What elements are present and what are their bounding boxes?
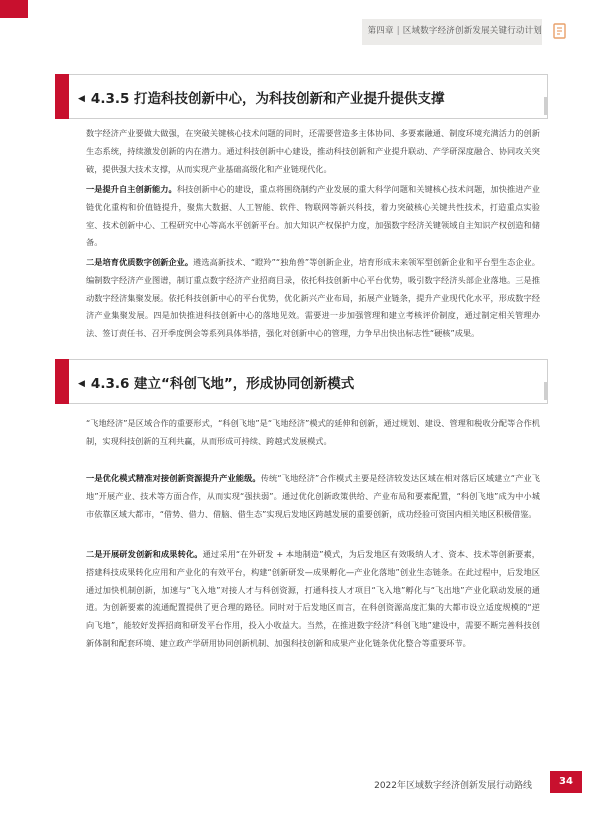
paragraph-lead: 一是优化模式精准对接创新资源提升产业能级。 <box>86 473 261 483</box>
paragraph-body: 遴选高新技术、“瞪羚”“独角兽”等创新企业，培育形成未来领军型创新企业和平台型生态企业。编制数字经济产业图谱，制订重点数字经济产业招商目录，依托科技创新中心平台优势，吸引数字经济头部企业落地。三是推动数字经济集聚发展。依托科技创新中心的平台优势，优化新兴产业布局，拓展产业链条，提升产业现代化水平，形成数字经济产业集聚发展。四是加快推进科技创新中心的落地见效。需要进一步加强管理和建立考核评价制度，通过制定相关管理办法、签订责任书、召开季度例会等系列具体举措，强化对创新中心的管理，力争早出快出标志性“硬核”成果。 <box>86 257 540 339</box>
section-title <box>78 87 445 107</box>
paragraph-body: 传统“飞地经济”合作模式主要是经济较发达区域在相对落后区域建立“产业飞地”开展产业、技术等方面合作，从而实现“强扶弱”。通过优化创新政策供给、产业布局和要素配置，“科创飞地”成为中小城市依靠区域大都市，“借势、借力、借脑、借生态”实现后发地区跨越发展的重要创新，成功经验可资国内相关地区积极借鉴。 <box>86 473 540 519</box>
section-heading-box <box>55 359 548 404</box>
paragraph-lead: 二是培育优质数字创新企业。 <box>86 257 194 267</box>
page-number: 34 <box>550 771 582 793</box>
section-title <box>78 372 354 392</box>
chapter-title: 区域数字经济创新发展关键行动计划 <box>402 26 542 36</box>
paragraph-lead: 二是开展研发创新和成果转化。 <box>86 549 203 559</box>
chapter-label: 第四章 <box>367 26 394 36</box>
paragraph <box>86 470 540 523</box>
paragraph <box>86 181 540 252</box>
book-icon <box>550 21 570 41</box>
footer-title: 2022年区域数字经济创新发展行动路线 <box>374 781 532 791</box>
section-title-text: 4.3.5 打造科技创新中心，为科技创新和产业提升提供支撑 <box>90 90 445 107</box>
triangle-icon: ◀ <box>78 378 85 389</box>
corner-accent <box>0 0 28 18</box>
paragraph-body: 科技创新中心的建设，重点将围绕制约产业发展的重大科学问题和关键核心技术问题，加快推进产业链优化重构和价值链提升，聚焦大数据、人工智能、软件、物联网等新兴科技，着力突破核心关键共性技术，打造重点实验室、技术创新中心、工程研究中心等高水平创新平台。加大知识产权保护力度，加强数字经济关键领域自主知识产权创造和储备。 <box>86 184 540 248</box>
paragraph-body: 通过采用“在外研发 + 本地制造”模式，为后发地区有效吸纳人才、资本、技术等创新要素，搭建科技成果转化应用和产业化的有效平台，构建“创新研发—成果孵化—产业化落地”创业生态链条。在此过程中，后发地区通过加快机制创新，加速与“飞入地”对接人才与科创资源，打通科技人才项目“飞入地”孵化与“飞出地”产业化联动发展的通道。为创新要素的流通配置提供了更合理的路径。同时对于后发地区而言，在科创资源高度汇集的大都市设立适度规模的“逆向飞地”，能较好发挥招商和研发平台作用，投入小收益大。当然，在推进数字经济“科创飞地”建设中，需要不断完善科技创新体制和配套环境、建立政产学研用协同创新机制、加强科技创新和成果产业化链条优化整合等重要环节。 <box>86 549 540 648</box>
section-title-text: 4.3.6 建立“科创飞地”，形成协同创新模式 <box>90 375 355 392</box>
triangle-icon: ◀ <box>78 93 85 104</box>
paragraph-lead: 一是提升自主创新能力。 <box>86 184 177 194</box>
section-heading-box <box>55 74 548 119</box>
paragraph <box>86 254 540 343</box>
section-intro: 数字经济产业要做大做强，在突破关键核心技术问题的同时，还需要营造多主体协同、多要素融通、制度环境充满活力的创新生态系统，持续激发创新的内在潜力。通过科技创新中心建设，推动科技创新和产业提升联动、产学研深度融合、协同攻关突破，提供强大技术支撑，从而实现产业基础高级化和产业链现代化。 <box>86 128 540 174</box>
running-header: 第四章 | 区域数字经济创新发展关键行动计划 <box>367 26 542 36</box>
section-intro: “飞地经济”是区域合作的重要形式，“科创飞地”是“飞地经济”模式的延伸和创新，通过规划、建设、管理和税收分配等合作机制，实现科技创新的互利共赢，从而形成可持续、跨越式发展模式。 <box>86 418 540 446</box>
paragraph <box>86 546 540 653</box>
